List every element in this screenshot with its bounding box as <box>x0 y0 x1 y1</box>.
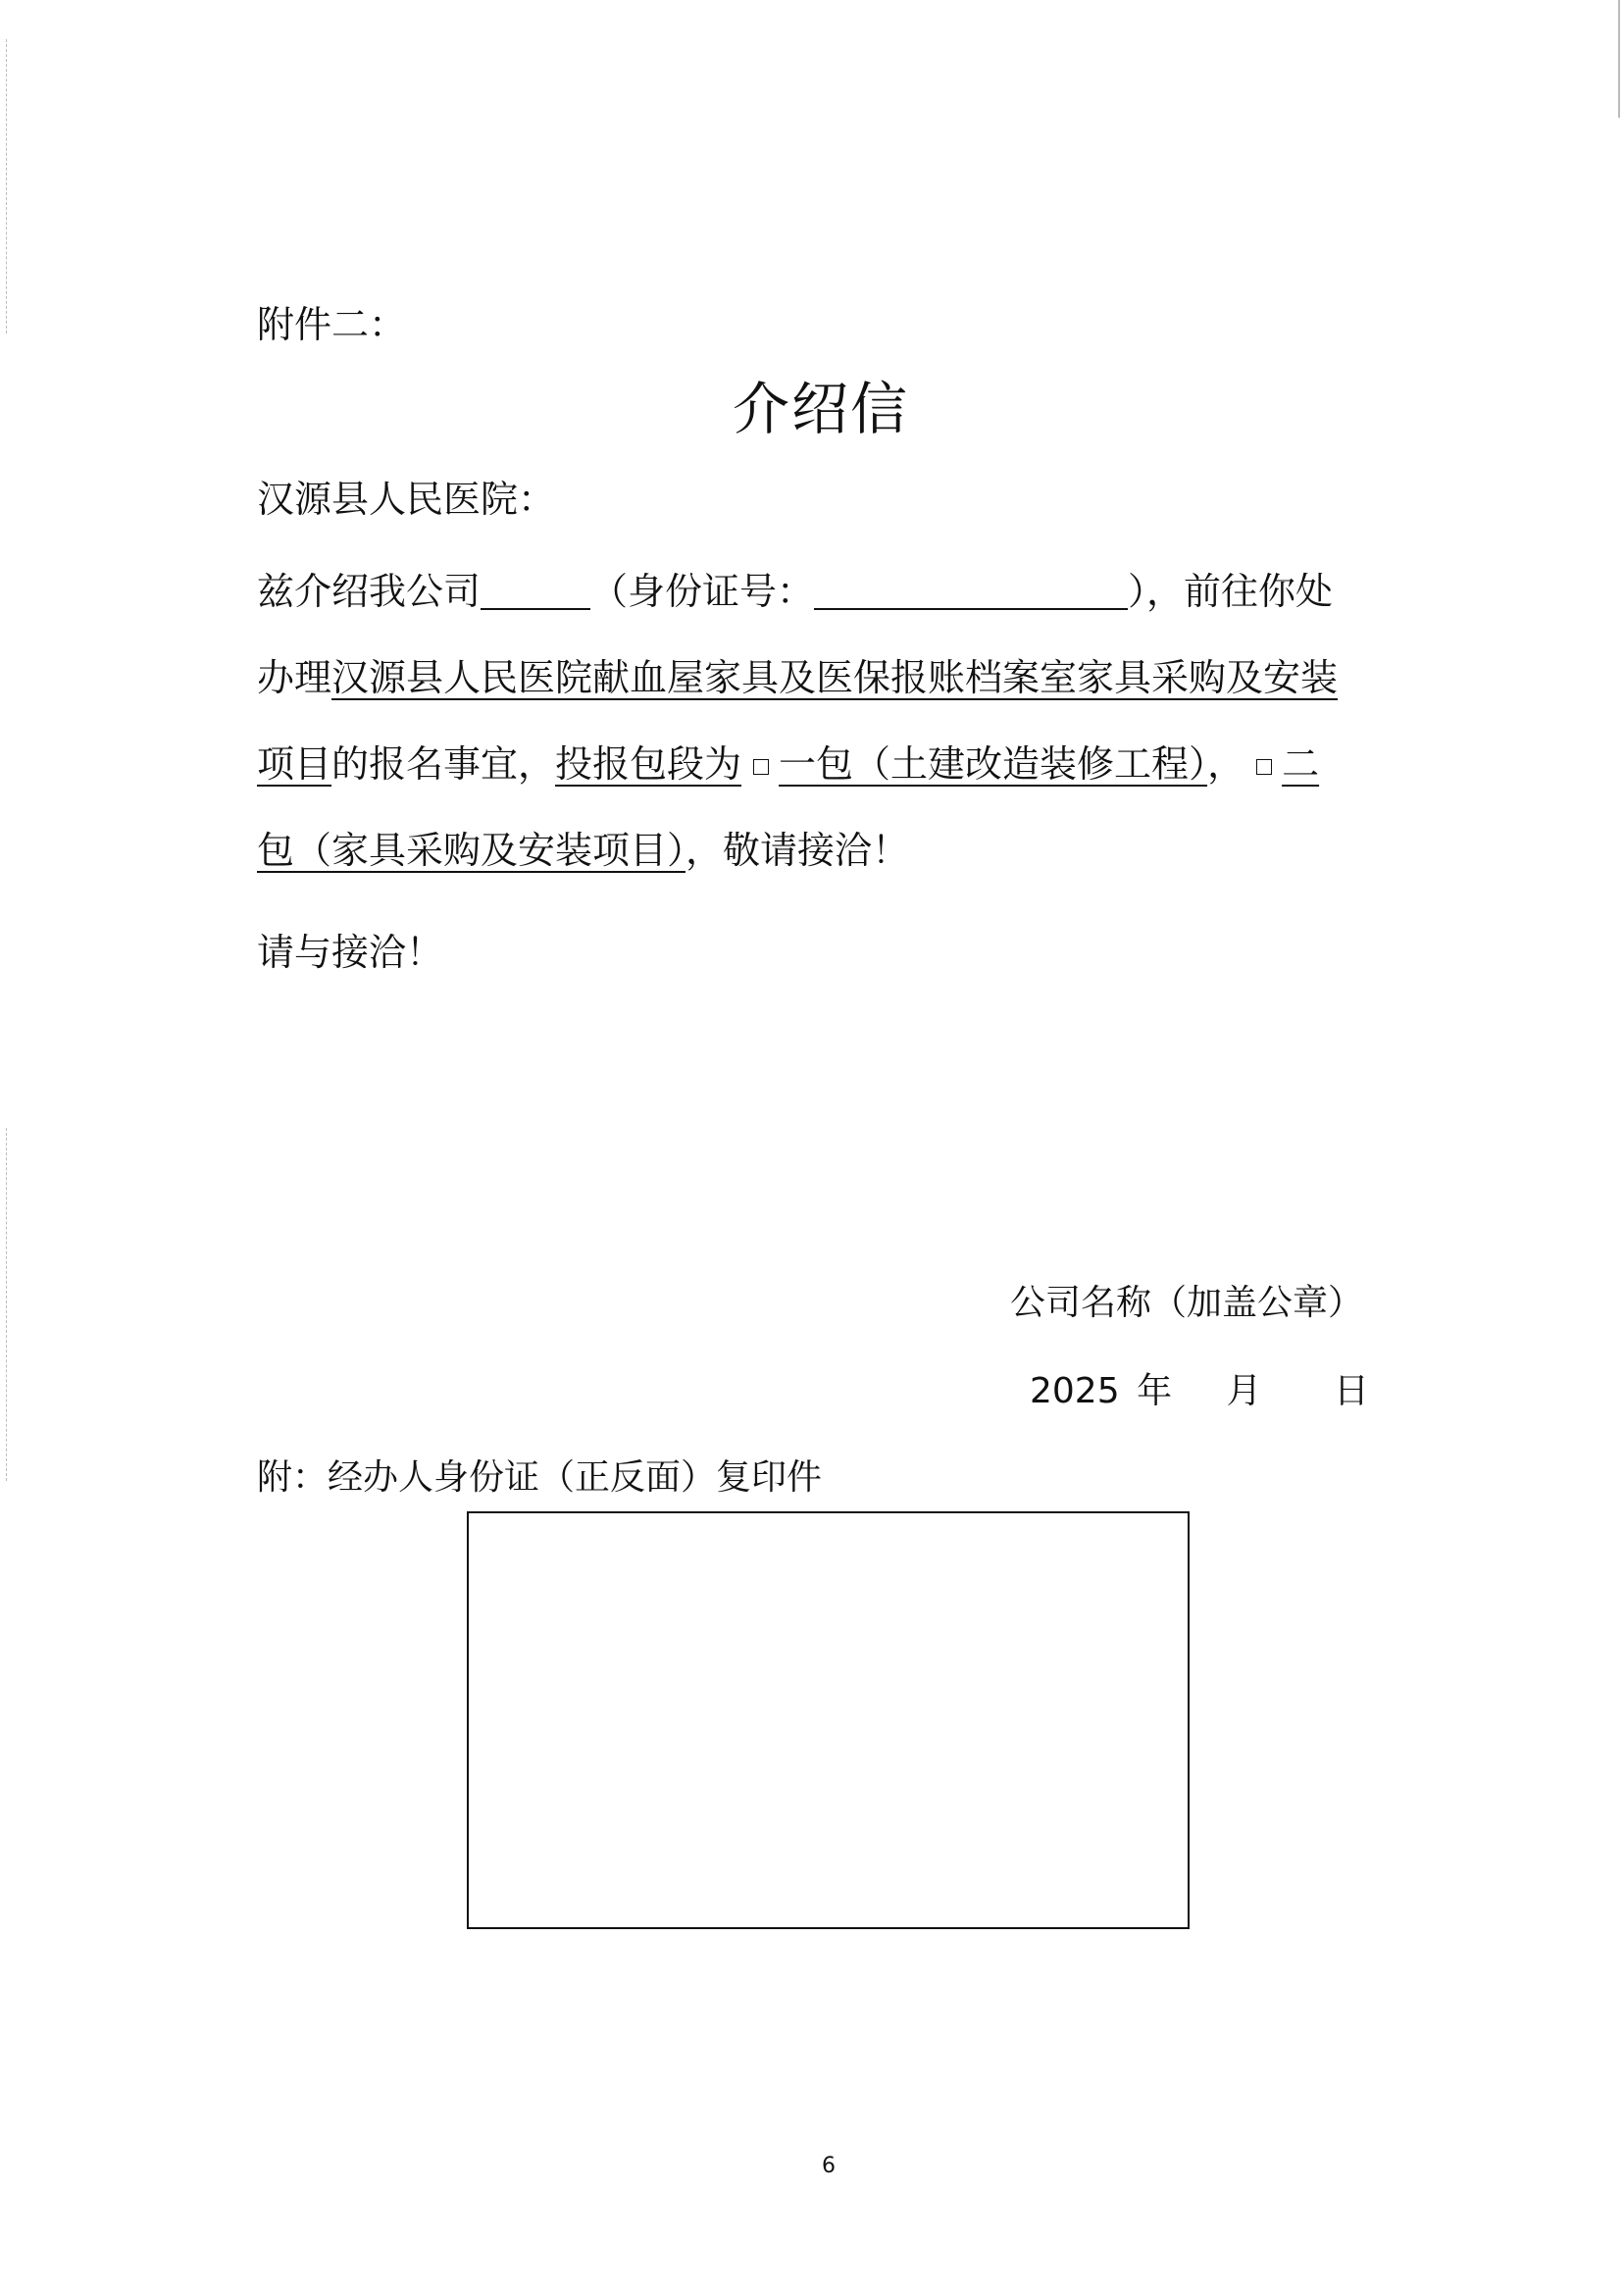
company-name-blank[interactable] <box>481 571 590 610</box>
date-year: 2025 <box>1030 1371 1120 1411</box>
id-number-blank[interactable] <box>814 571 1128 610</box>
date-day-unit: 日 <box>1334 1371 1370 1411</box>
attachment-label: 附件二： <box>257 303 407 346</box>
attachment-note: 附：经办人身份证（正反面）复印件 <box>257 1457 823 1498</box>
package-label: 投报包段为 <box>555 742 742 786</box>
scan-edge-mark <box>1618 0 1620 118</box>
project-name: 汉源县人民医院献血屋家具及医保报账档案室家具采购及安装 <box>331 656 1339 699</box>
intro-suffix: ），前往你处 <box>1128 570 1334 613</box>
salutation: 汉源县人民医院： <box>257 478 556 521</box>
scan-edge-mark <box>6 1128 7 1481</box>
body-line <box>257 647 1338 701</box>
closing-text: 请与接洽！ <box>257 931 444 974</box>
checkbox-package-two[interactable] <box>1256 759 1272 775</box>
scan-edge-mark <box>6 39 7 333</box>
handle-prefix: 办理 <box>257 656 332 699</box>
date-year-unit: 年 <box>1137 1371 1173 1411</box>
signature-date <box>1030 1363 1369 1413</box>
registration-matters: 的报名事宜， <box>331 742 556 786</box>
body-line <box>257 820 909 874</box>
project-name-end: 项目 <box>257 742 332 786</box>
intro-prefix: 兹介绍我公司 <box>257 570 482 613</box>
id-label: （身份证号： <box>590 570 815 613</box>
id-copy-box <box>467 1511 1190 1929</box>
signature-company-label: 公司名称（加盖公章） <box>1010 1283 1364 1323</box>
body-line <box>257 734 1319 788</box>
page-title: 介绍信 <box>733 376 910 442</box>
package-one-label: 一包（土建改造装修工程） <box>779 742 1208 786</box>
closing-inline: ，敬请接洽！ <box>685 829 910 872</box>
package-two-label-start: 二 <box>1282 742 1320 786</box>
package-two-label: 包（家具采购及安装项目） <box>257 829 686 872</box>
checkbox-package-one[interactable] <box>753 759 769 775</box>
body-line <box>257 561 1333 615</box>
separator: ， <box>1207 742 1245 786</box>
date-month-unit: 月 <box>1226 1371 1262 1411</box>
page-number: 6 <box>822 2154 836 2178</box>
